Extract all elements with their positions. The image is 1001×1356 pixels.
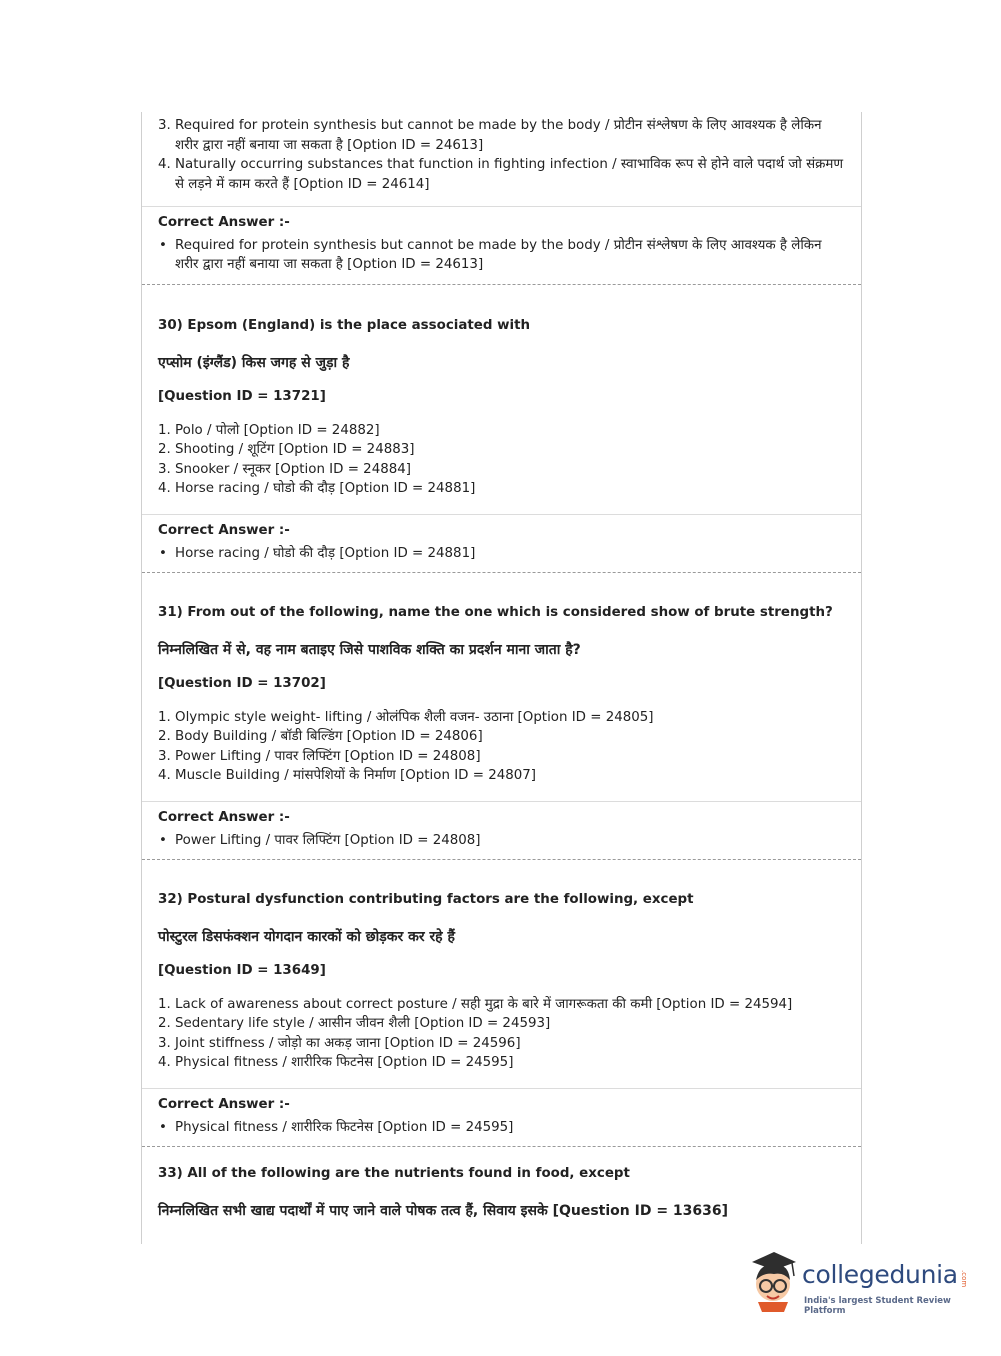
option-item: 2. Body Building / बॉडी बिल्डिंग [Option ID = 24806] <box>158 729 483 744</box>
correct-answer-label: Correct Answer :- <box>158 1097 290 1112</box>
correct-answer-label: Correct Answer :- <box>158 523 290 538</box>
option-item: 4. Horse racing / घोडो की दौड़ [Option ID = 24881] <box>158 481 476 496</box>
option-item: 2. Shooting / शूटिंग [Option ID = 24883] <box>158 442 415 457</box>
logo-domain: .com <box>960 1270 968 1288</box>
correct-answer-31 <box>142 801 861 850</box>
option-item: 4. Naturally occurring substances that function in fighting infection / स्वाभाविक रूप से होने वाले पदार्थ जो संक्रमण से लड़ने में काम करते हैं [Option ID = 24614] <box>158 157 844 192</box>
question-hindi: निम्नलिखित में से, वह नाम बताइए जिसे पाशविक शक्ति का प्रदर्शन माना जाता है? <box>158 641 581 658</box>
question-title: 32) Postural dysfunction contributing factors are the following, except <box>158 892 694 907</box>
prev-correct-answer <box>142 206 861 275</box>
option-item: 3. Joint stiffness / जोड़ो का अकड़ जाना [Option ID = 24596] <box>158 1035 521 1051</box>
option-item: 2. Sedentary life style / आसीन जीवन शैली [Option ID = 24593] <box>158 1016 551 1031</box>
prev-question-options <box>142 112 861 194</box>
option-item: 1. Olympic style weight- lifting / ओलंपिक शैली वजन- उठाना [Option ID = 24805] <box>158 709 654 725</box>
correct-answer-32 <box>142 1088 861 1137</box>
question-id: [Question ID = 13721] <box>158 389 326 404</box>
question-31 <box>142 603 861 786</box>
correct-answer-label: Correct Answer :- <box>158 215 290 230</box>
correct-answer-label: Correct Answer :- <box>158 810 290 825</box>
document-page <box>141 112 862 1244</box>
question-33 <box>142 1164 861 1221</box>
option-item: 1. Polo / पोलो [Option ID = 24882] <box>158 422 380 438</box>
correct-answer-item: • Required for protein synthesis but cannot be made by the body / प्रोटीन संश्लेषण के लिए आवश्यक है लेकिन शरीर द्वारा नहीं बनाया जा सकता है [Option ID = 24613] <box>158 236 845 275</box>
option-item: 4. Physical fitness / शारीरिक फिटनेस [Option ID = 24595] <box>158 1055 514 1070</box>
option-item: 3. Power Lifting / पावर लिफ्टिंग [Option ID = 24808] <box>158 748 481 764</box>
question-hindi: एप्सोम (इंग्लैंड) किस जगह से जुड़ा है <box>158 354 350 371</box>
question-hindi: पोस्टुरल डिसफंक्शन योगदान कारकों को छोड़कर कर रहे हैं <box>158 928 455 945</box>
question-id: [Question ID = 13702] <box>158 676 326 691</box>
question-divider <box>142 1146 861 1147</box>
correct-answer-item: • Physical fitness / शारीरिक फिटनेस [Option ID = 24595] <box>158 1118 845 1138</box>
question-hindi: निम्नलिखित सभी खाद्य पदार्थों में पाए जाने वाले पोषक तत्व हैं, सिवाय इसके [Question ID = 13636] <box>158 1202 729 1219</box>
logo-tagline: India's largest Student Review Platform <box>804 1296 951 1316</box>
option-item: 3. Snooker / स्नूकर [Option ID = 24884] <box>158 461 411 477</box>
options-list <box>158 421 845 499</box>
question-divider <box>142 572 861 573</box>
correct-answer-item: • Power Lifting / पावर लिफ्टिंग [Option ID = 24808] <box>158 831 845 851</box>
question-divider <box>142 859 861 860</box>
correct-answer-30 <box>142 514 861 563</box>
question-divider <box>142 284 861 285</box>
question-30 <box>142 316 861 499</box>
question-title: 30) Epsom (England) is the place associated with <box>158 318 531 333</box>
question-id: [Question ID = 13649] <box>158 963 326 978</box>
option-item: 1. Lack of awareness about correct posture / सही मुद्रा के बारे में जागरूकता की कमी [Option ID = 24594] <box>158 996 793 1012</box>
mascot-icon <box>744 1248 802 1312</box>
correct-answer-item: • Horse racing / घोडो की दौड़ [Option ID = 24881] <box>158 544 845 564</box>
option-item: 4. Muscle Building / मांसपेशियों के निर्माण [Option ID = 24807] <box>158 768 537 783</box>
question-title: 31) From out of the following, name the one which is considered show of brute strength? <box>158 605 833 620</box>
option-item: 3. Required for protein synthesis but cannot be made by the body / प्रोटीन संश्लेषण के लिए आवश्यक है लेकिन शरीर द्वारा नहीं बनाया जा सकता है [Option ID = 24613] <box>158 118 822 153</box>
options-list <box>158 708 845 786</box>
collegedunia-logo[interactable] <box>744 1248 974 1318</box>
logo-name: collegedunia <box>802 1260 958 1289</box>
options-list <box>158 995 845 1073</box>
question-32 <box>142 890 861 1073</box>
question-title: 33) All of the following are the nutrients found in food, except <box>158 1166 630 1181</box>
